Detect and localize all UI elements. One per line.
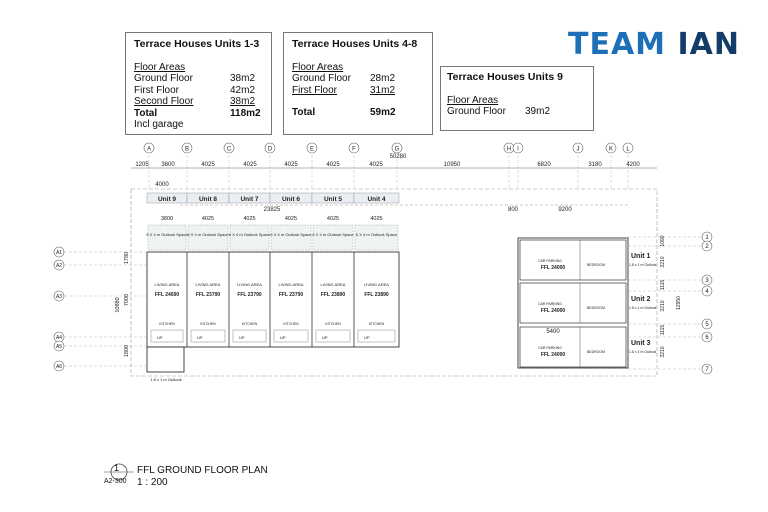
side-unit-outline — [520, 327, 626, 367]
dimension-top: 3180 — [588, 162, 602, 168]
outlook-label: 6 X 4 m Outlook Space — [312, 232, 354, 237]
room-label: KITCHEN — [200, 322, 216, 326]
side-block — [518, 238, 628, 368]
dimension-top: 4025 — [284, 162, 298, 168]
room-label: KITCHEN — [159, 322, 175, 326]
outlook-small-label: 1.8 x 1 m Outlook — [150, 377, 182, 382]
room-label: LIVING AREA — [364, 282, 389, 287]
grid-label-right: 4 — [705, 289, 709, 295]
dimension-right: 1090 — [660, 235, 666, 247]
grid-label-left: A1 — [55, 250, 63, 256]
unit-width-dimension: 4025 — [201, 216, 215, 222]
outlook-small-label: 1.8 x 1 m Outlook — [629, 350, 657, 354]
caption-sheet: A2-300 — [104, 478, 127, 485]
dimension-bottom: 5400 — [546, 329, 560, 335]
unit-width-dimension: 3800 — [160, 216, 174, 222]
grid-label-top: I — [517, 146, 519, 153]
dimension-top: 4025 — [369, 162, 383, 168]
room-label: UP — [239, 335, 245, 340]
schedule-title: Terrace Houses Units 9 — [447, 71, 563, 83]
dimension-right: 12950 — [676, 296, 682, 310]
dimension-top: 3800 — [161, 162, 175, 168]
grid-label-right: 7 — [705, 367, 709, 373]
schedule-heading: Floor Areas — [134, 61, 186, 73]
schedule-title: Terrace Houses Units 1-3 — [134, 38, 260, 50]
side-unit-label: Unit 3 — [631, 340, 651, 347]
dimension-left: 7000 — [124, 293, 130, 307]
room-label: UP — [280, 335, 286, 340]
room-label: KITCHEN — [325, 322, 341, 326]
schedule-row: Ground Floor 38m2 — [134, 73, 256, 84]
side-unit-label: Unit 2 — [631, 296, 651, 303]
outlook-space — [148, 225, 186, 250]
schedule-row: First Floor 31m2 — [292, 84, 396, 96]
dimension-left: 1780 — [124, 251, 130, 265]
terrace-block — [147, 252, 399, 372]
room-label: LIVING AREA — [278, 282, 304, 287]
grid-label-right: 5 — [705, 322, 709, 328]
grid-label-left: A3 — [55, 294, 63, 300]
ffl-label: FFL 24000 — [540, 352, 566, 358]
schedule-total: Total 118m2 — [134, 107, 261, 119]
dimension-overall: 50280 — [389, 154, 407, 160]
dimension-right: 3210 — [660, 300, 666, 312]
grid-label-top: A — [146, 146, 152, 153]
outlook-small-label: 1.8 x 1 m Outlook — [629, 306, 657, 310]
brand-part-1: TEAM — [568, 27, 667, 62]
caption-scale: 1 : 200 — [137, 477, 168, 488]
grid-label-right: 6 — [705, 335, 709, 341]
dimension-right: 1115 — [660, 324, 666, 336]
grid-label-right: 3 — [705, 278, 709, 284]
outlook-space — [230, 225, 269, 250]
schedule-row: Ground Floor 39m2 — [447, 106, 551, 117]
unit-label: Unit 8 — [198, 196, 218, 203]
room-label: UP — [197, 335, 203, 340]
dimension-sub: 9200 — [558, 207, 572, 213]
room-label: LIVING AREA — [237, 282, 262, 287]
outlook-small-label: 1.8 x 1 m Outlook — [629, 263, 657, 267]
stair — [151, 330, 183, 342]
dimension-top: 4200 — [626, 162, 640, 168]
grid-label-top: B — [184, 146, 190, 153]
outlook-label: 6 X 4 m Outlook Space — [228, 232, 271, 237]
room-label: KITCHEN — [283, 322, 299, 326]
ffl-label: FFL 23790 — [278, 292, 304, 298]
room-label: CAR PARKING — [538, 346, 562, 350]
schedule-row: Ground Floor 28m2 — [292, 73, 396, 84]
ffl-label: FFL 23790 — [195, 292, 221, 298]
grid-label-top: L — [626, 146, 630, 153]
grid-label-right: 2 — [705, 244, 709, 250]
grid-label-left: A5 — [55, 344, 63, 350]
outlook-label: 6 X 4 m Outlook Space — [187, 232, 229, 237]
grid-label-right: 1 — [705, 235, 709, 241]
schedule-note: Incl garage — [134, 119, 184, 130]
unit-width-dimension: 4025 — [370, 216, 383, 222]
room-label: KITCHEN — [368, 322, 385, 326]
side-unit-label: Unit 1 — [631, 253, 651, 260]
grid-label-top: C — [226, 146, 232, 153]
room-label: BEDROOM — [586, 350, 606, 354]
dimension-sub: 800 — [507, 207, 519, 213]
unit-label: Unit 9 — [157, 196, 177, 203]
dimension-top: 4025 — [243, 162, 257, 168]
ffl-label: FFL 23890 — [320, 292, 346, 298]
dimension-top: 10950 — [443, 162, 461, 168]
caption-number: 1 — [114, 463, 120, 473]
grid-label-top: J — [576, 146, 580, 153]
room-label: CAR PARKING — [538, 302, 562, 306]
room-label: LIVING AREA — [320, 282, 346, 287]
unit-label: Unit 5 — [323, 196, 343, 203]
room-label: BEDROOM — [586, 306, 606, 310]
schedule-total: Total 59m2 — [292, 107, 396, 118]
dimension-right: 1115 — [660, 279, 666, 291]
grid-label-left: A2 — [55, 263, 63, 269]
room-label: UP — [157, 335, 163, 340]
unit-width-dimension: 4025 — [284, 216, 298, 222]
outlook-label: 6 X 4 m Outlook Space — [355, 232, 398, 237]
ffl-label: FFL 24000 — [540, 265, 566, 271]
unit-label: Unit 7 — [240, 196, 259, 203]
grid-label-top: G — [394, 146, 400, 153]
room-label: UP — [364, 335, 370, 340]
schedule-row: First Floor 42m2 — [134, 84, 256, 96]
grid-label-top: F — [352, 146, 356, 153]
outlook-space — [271, 225, 311, 250]
grid-label-top: K — [608, 146, 614, 153]
ffl-label: FFL 24690 — [154, 292, 180, 298]
caption-title: FFL GROUND FLOOR PLAN — [137, 465, 268, 476]
side-unit-outline — [520, 240, 626, 280]
dimension-right: 3210 — [660, 256, 666, 268]
outlook-space — [313, 225, 353, 250]
room-label: CAR PARKING — [538, 259, 562, 263]
dimension-left: 10880 — [115, 297, 121, 313]
outlook-label: 6 X 4 m Outlook Space — [270, 232, 312, 237]
dimension-top: 4025 — [201, 162, 215, 168]
schedule-heading: Floor Areas — [292, 61, 344, 73]
grid-label-left: A4 — [55, 335, 63, 341]
schedule-title: Terrace Houses Units 4-8 — [292, 38, 418, 50]
dimension-sub: 23825 — [263, 207, 281, 213]
grid-label-top: D — [267, 146, 273, 153]
dimension-left: 1800 — [124, 344, 130, 358]
unit-width-dimension: 4025 — [243, 216, 256, 222]
outlook-space — [188, 225, 228, 250]
ffl-label: FFL 24000 — [540, 308, 566, 314]
grid-label-top: H — [506, 146, 512, 153]
dimension-right: 3210 — [660, 346, 666, 358]
dimension-sub: 4000 — [155, 182, 169, 188]
unit-width-dimension: 4025 — [326, 216, 340, 222]
grid-label-left: A6 — [55, 364, 63, 370]
outlook-label: 6 X 4 m Outlook Space — [146, 232, 188, 237]
room-label: BEDROOM — [586, 263, 606, 267]
room-label: LIVING AREA — [154, 282, 180, 287]
schedule-heading: Floor Areas — [447, 94, 499, 106]
room-label: UP — [322, 335, 328, 340]
unit-label: Unit 6 — [281, 196, 301, 203]
dimension-top: 1205 — [135, 162, 149, 168]
schedule-row: Second Floor 38m2 — [134, 96, 256, 107]
outlook-space — [355, 225, 398, 250]
ffl-label: FFL 23790 — [237, 292, 262, 298]
room-label: KITCHEN — [241, 322, 258, 326]
brand-part-2: IAN — [677, 27, 740, 62]
ffl-label: FFL 23890 — [364, 292, 389, 298]
dimension-top: 6820 — [537, 162, 551, 168]
grid-label-top: E — [309, 146, 315, 153]
unit-label: Unit 4 — [367, 196, 386, 203]
stair — [233, 330, 266, 342]
room-label: LIVING AREA — [195, 282, 221, 287]
side-unit-outline — [520, 283, 626, 323]
dimension-top: 4025 — [326, 162, 340, 168]
